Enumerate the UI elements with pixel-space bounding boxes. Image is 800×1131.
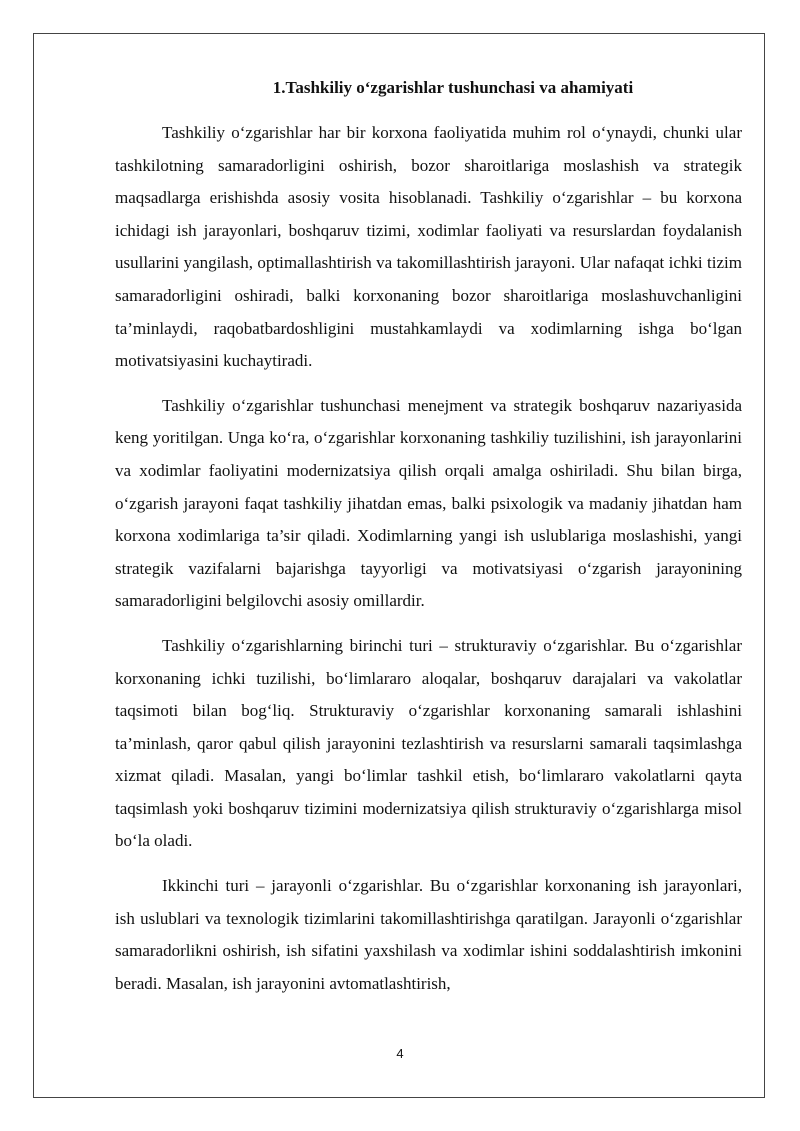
paragraph-3: Tashkiliy o‘zgarishlarning birinchi turi – strukturaviy o‘zgarishlar. Bu o‘zgarishlar korxonaning ichki tuzilishi, bo‘limlararo aloqalar, boshqaruv darajalari va vakolatlar taqsimoti bilan bog‘liq. Strukturaviy o‘zgarishlar korxonaning samarali ishlashini ta’minlash, qaror qabul qilish jarayonini tezlashtirish va resurslarni samarali taqsimlashga xizmat qiladi. Masalan, yangi bo‘limlar tashkil etish, bo‘limlararo vakolatlarni qayta taqsimlash yoki boshqaruv tizimini modernizatsiya qilish strukturaviy o‘zgarishlarga misol bo‘la oladi. [115,635,742,851]
paragraph-1: Tashkiliy o‘zgarishlar har bir korxona faoliyatida muhim rol o‘ynaydi, chunki ular tashkilotning samaradorligini oshirish, bozor sharoitlariga moslashish va strategik maqsadlarga erishishda asosiy vosita hisoblanadi. Tashkiliy o‘zgarishlar – bu korxona ichidagi ish jarayonlari, boshqaruv tizimi, xodimlar faoliyati va resurslardan foydalanish usullarini yangilash, optimallashtirish va takomillashtirish jarayoni. Ular nafaqat ichki tizim samaradorligini oshiradi, balki korxonaning bozor sharoitlariga moslashuvchanligini ta’minlaydi, raqobatbardoshligini mustahkamlaydi va xodimlarning ishga bo‘lgan motivatsiyasini kuchaytiradi. [115,123,742,371]
paragraph-2: Tashkiliy o‘zgarishlar tushunchasi menejment va strategik boshqaruv nazariyasida keng yoritilgan. Unga ko‘ra, o‘zgarishlar korxonaning tashkiliy tuzilishini, ish jarayonlarini va xodimlar faoliyatini modernizatsiya qilish orqali amalga oshiriladi. Shu bilan birga, o‘zgarish jarayoni faqat tashkiliy jihatdan emas, balki psixologik va madaniy jihatdan ham korxona xodimlariga ta’sir qiladi. Xodimlarning yangi ish uslublariga moslashishi, yangi strategik vazifalarni bajarishga tayyorligi va motivatsiyasi o‘zgarish jarayonining samaradorligini belgilovchi asosiy omillardir. [115,395,742,611]
document-body [115,117,742,1012]
paragraph-4: Ikkinchi turi – jarayonli o‘zgarishlar. Bu o‘zgarishlar korxonaning ish jarayonlari, ish uslublari va texnologik tizimlarini takomillashtirishga qaratilgan. Jarayonli o‘zgarishlar samaradorlikni oshirish, ish sifatini yaxshilash va xodimlar ishini soddalashtirish imkonini beradi. Masalan, ish jarayonini avtomatlashtirish, [115,876,742,993]
page-number: 4 [396,1046,404,1061]
section-title: 1.Tashkiliy o‘zgarishlar tushunchasi va ahamiyati [272,78,634,97]
